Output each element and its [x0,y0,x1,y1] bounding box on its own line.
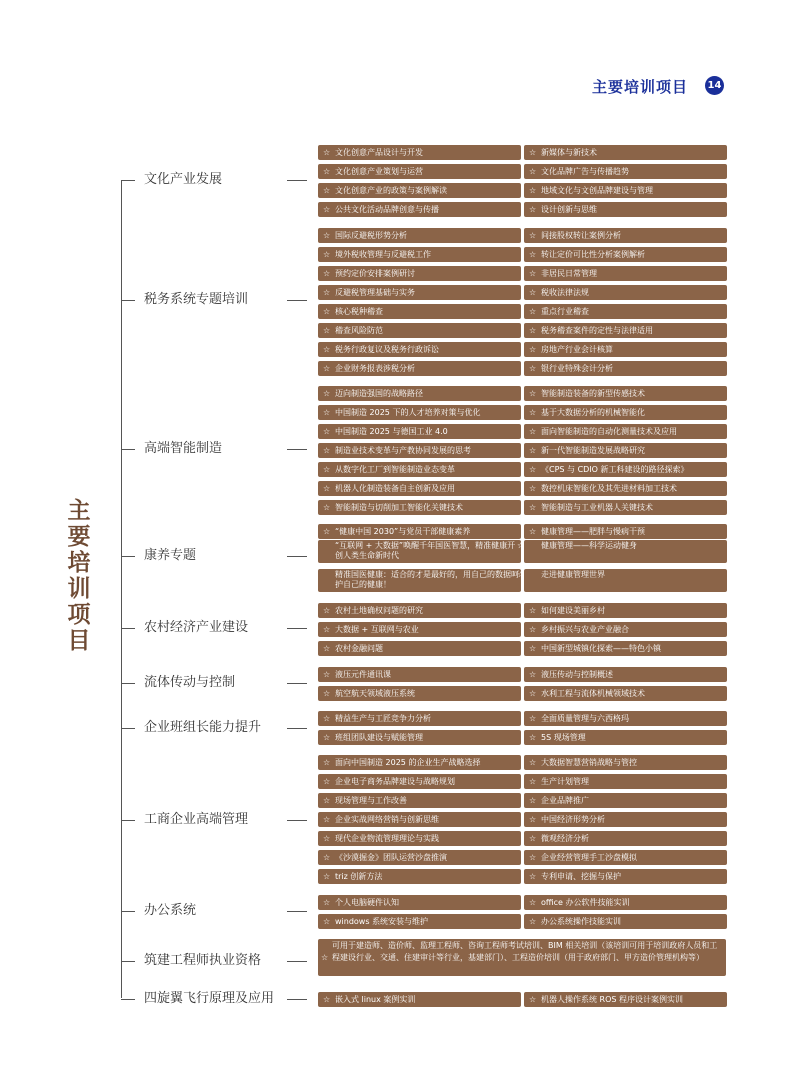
star-icon: ☆ [529,345,537,354]
star-icon: ☆ [321,953,329,962]
training-item-text: 公共文化活动品牌创意与传播 [335,205,439,214]
star-icon: ☆ [323,345,331,354]
training-item [524,686,727,701]
training-item-text: 农村土地确权问题的研究 [335,606,423,615]
training-item [318,481,521,496]
category-branch-line [121,300,135,301]
training-item [524,812,727,827]
star-icon: ☆ [529,796,537,805]
training-item-text: 文化创意产业的政策与案例解读 [335,186,447,195]
training-item [524,443,727,458]
star-icon: ☆ [529,389,537,398]
star-icon: ☆ [529,898,537,907]
training-item-text: 企业实战网络营销与创新思维 [335,815,439,824]
star-icon: ☆ [323,733,331,742]
star-icon: ☆ [323,796,331,805]
training-item-text: 新媒体与新技术 [541,148,597,157]
training-item-text: 迈向制造强国的战略路径 [335,389,423,398]
training-item-text: 中国经济形势分析 [541,815,605,824]
star-icon: ☆ [323,670,331,679]
training-item [524,869,727,884]
training-item [524,228,727,243]
training-item [318,443,521,458]
star-icon: ☆ [529,446,537,455]
training-item-text: 5S 现场管理 [541,733,586,742]
training-item-text: 面向智能制造的自动化测量技术及应用 [541,427,677,436]
training-item [318,711,521,726]
star-icon: ☆ [323,606,331,615]
training-item [524,831,727,846]
category-branch-line [121,683,135,684]
star-icon: ☆ [529,408,537,417]
training-item [318,145,521,160]
star-icon: ☆ [311,541,319,550]
training-item-text: 企业品牌推广 [541,796,589,805]
category-branch-line [121,999,135,1000]
star-icon: ☆ [517,541,525,550]
star-icon: ☆ [529,205,537,214]
star-icon: ☆ [529,527,537,536]
star-icon: ☆ [529,288,537,297]
star-icon: ☆ [529,307,537,316]
training-item [318,228,521,243]
training-item-text: 大数据智慧营销战略与管控 [541,758,637,767]
star-icon: ☆ [529,670,537,679]
training-item [524,285,727,300]
training-item-text: 预约定价安排案例研讨 [335,269,415,278]
category-label: 文化产业发展 [144,172,223,187]
training-item [524,850,727,865]
star-icon: ☆ [323,326,331,335]
category-branch-line [121,961,135,962]
training-item-text: 新一代智能制造发展战略研究 [541,446,645,455]
training-item [524,342,727,357]
star-icon: ☆ [323,917,331,926]
training-item-text: 境外税收管理与反避税工作 [335,250,431,259]
training-item-text: 稽查风险防范 [335,326,383,335]
training-item-text: 从数字化工厂到智能制造业态变革 [335,465,455,474]
category-label: 办公系统 [144,903,197,918]
training-item-text: 税务行政复议及税务行政诉讼 [335,345,439,354]
category-connector-line [287,449,307,450]
training-item-text: 乡村振兴与农业产业融合 [541,625,629,634]
training-item-text: 数控机床智能化及其先进材料加工技术 [541,484,677,493]
star-icon: ☆ [323,777,331,786]
training-item-text: 健康管理——科学运动健身 [541,541,637,550]
star-icon: ☆ [529,269,537,278]
training-item [524,405,727,420]
training-item-text: 如何建设美丽乡村 [541,606,605,615]
training-item-text: “互联网 + 大数据”唤醒千年国医智慧，精准健康开创人类生命新时代 [335,541,516,560]
training-item-text: 大数据 + 互联网与农业 [335,625,419,634]
training-item [524,386,727,401]
training-item-text: 办公系统操作技能实训 [541,917,621,926]
star-icon: ☆ [323,269,331,278]
star-icon: ☆ [529,834,537,843]
training-item [318,424,521,439]
star-icon: ☆ [323,625,331,634]
training-item [524,992,727,1007]
training-item-text: 嵌入式 linux 案例实训 [335,995,416,1004]
category-label: 农村经济产业建设 [144,620,249,635]
training-item-text: windows 系统安装与维护 [335,917,429,926]
training-item-text: 可用于建造师、造价师、监理工程师、咨询工程师考试培训、BIM 相关培训（该培训可用于培训政府人员和工程建设行业、交通、住建审计等行业，基建部门）、工程造价培训（用于政府部门、甲方造价管理机构等） [332,941,718,962]
category-connector-line [287,911,307,912]
star-icon: ☆ [529,689,537,698]
star-icon: ☆ [323,446,331,455]
training-item-text: 设计创新与思维 [541,205,597,214]
training-item-text: 税收法律法规 [541,288,589,297]
category-connector-line [287,300,307,301]
star-icon: ☆ [529,326,537,335]
star-icon: ☆ [529,733,537,742]
training-item-text: 文化创意产业策划与运营 [335,167,423,176]
training-item-text: 房地产行业会计核算 [541,345,613,354]
training-item [524,895,727,910]
training-item [524,266,727,281]
star-icon: ☆ [529,148,537,157]
training-item [318,183,521,198]
training-item [318,247,521,262]
training-item [318,164,521,179]
training-item [524,524,727,539]
training-item [318,939,726,976]
star-icon: ☆ [529,853,537,862]
tree-trunk-line [121,180,122,998]
training-item [318,462,521,477]
star-icon: ☆ [323,995,331,1004]
training-item-text: 核心税种稽查 [335,307,383,316]
training-item [318,603,521,618]
training-item [318,992,521,1007]
star-icon: ☆ [323,689,331,698]
category-connector-line [287,728,307,729]
page-header-title: 主要培训项目 [592,78,689,96]
star-icon: ☆ [517,570,525,579]
category-label: 工商企业高端管理 [144,812,249,827]
training-item-text: 全面质量管理与六西格玛 [541,714,629,723]
training-item-text: triz 创新方法 [335,872,383,881]
page-number-badge: 14 [705,76,724,95]
training-item [524,711,727,726]
training-item [524,481,727,496]
star-icon: ☆ [323,527,331,536]
star-icon: ☆ [529,606,537,615]
star-icon: ☆ [323,167,331,176]
star-icon: ☆ [323,205,331,214]
star-icon: ☆ [529,427,537,436]
star-icon: ☆ [529,917,537,926]
training-item [524,755,727,770]
training-item [318,730,521,745]
category-connector-line [287,820,307,821]
category-connector-line [287,628,307,629]
category-connector-line [287,961,307,962]
training-item-text: 现代企业物流管理理论与实践 [335,834,439,843]
training-item [524,914,727,929]
category-connector-line [287,180,307,181]
training-item [318,386,521,401]
training-item [524,730,727,745]
training-item [318,667,521,682]
training-item-text: 走进健康管理世界 [541,570,605,579]
training-item-text: 基于大数据分析的机械智能化 [541,408,645,417]
star-icon: ☆ [323,148,331,157]
star-icon: ☆ [529,465,537,474]
star-icon: ☆ [311,570,319,579]
training-item-text: 中国制造 2025 与德国工业 4.0 [335,427,448,436]
category-connector-line [287,556,307,557]
training-item [311,569,521,592]
star-icon: ☆ [323,465,331,474]
star-icon: ☆ [323,250,331,259]
star-icon: ☆ [323,644,331,653]
training-item [318,622,521,637]
training-item-text: 企业经营管理手工沙盘模拟 [541,853,637,862]
training-item [318,755,521,770]
star-icon: ☆ [529,777,537,786]
category-branch-line [121,180,135,181]
training-item-text: 企业财务报表涉税分析 [335,364,415,373]
star-icon: ☆ [529,503,537,512]
star-icon: ☆ [323,872,331,881]
training-item [318,686,521,701]
training-item-text: 企业电子商务品牌建设与战略规划 [335,777,455,786]
training-item-text: 非居民日常管理 [541,269,597,278]
star-icon: ☆ [323,714,331,723]
training-item [318,641,521,656]
category-label: 四旋翼飞行原理及应用 [144,991,275,1006]
star-icon: ☆ [323,898,331,907]
training-item [524,622,727,637]
training-item-text: 文化品牌广告与传播趋势 [541,167,629,176]
star-icon: ☆ [529,815,537,824]
training-item [524,500,727,515]
star-icon: ☆ [323,288,331,297]
training-item-text: 专利申请、挖掘与保护 [541,872,621,881]
training-item-text: 银行业特殊会计分析 [541,364,613,373]
training-item [318,304,521,319]
training-item [524,424,727,439]
training-item-text: 微观经济分析 [541,834,589,843]
star-icon: ☆ [323,758,331,767]
star-icon: ☆ [529,625,537,634]
training-item-text: 个人电脑硬件认知 [335,898,399,907]
training-item [524,164,727,179]
star-icon: ☆ [529,644,537,653]
training-item-text: 液压传动与控制概述 [541,670,613,679]
vertical-side-title: 主要培训项目 [67,498,91,654]
category-label: 康养专题 [144,548,197,563]
category-branch-line [121,911,135,912]
training-item-text: 文化创意产品设计与开发 [335,148,423,157]
training-item [524,304,727,319]
training-item [318,342,521,357]
category-label: 流体传动与控制 [144,675,236,690]
star-icon: ☆ [323,853,331,862]
training-item [318,202,521,217]
training-item [524,145,727,160]
training-item [318,850,521,865]
category-label: 企业班组长能力提升 [144,720,262,735]
training-item [524,774,727,789]
training-item [318,285,521,300]
star-icon: ☆ [529,758,537,767]
training-item [318,500,521,515]
training-item [517,569,727,592]
training-item [311,540,521,563]
training-item-text: 现场管理与工作改善 [335,796,407,805]
training-item [318,831,521,846]
star-icon: ☆ [529,167,537,176]
training-item [318,361,521,376]
training-item [524,323,727,338]
star-icon: ☆ [529,186,537,195]
category-label: 筑建工程师执业资格 [144,953,262,968]
star-icon: ☆ [323,427,331,436]
training-item [318,405,521,420]
training-item [524,793,727,808]
training-item-text: 中国新型城镇化探索——特色小镇 [541,644,661,653]
category-branch-line [121,628,135,629]
training-item-text: 智能制造与工业机器人关键技术 [541,503,653,512]
star-icon: ☆ [323,186,331,195]
category-label: 税务系统专题培训 [144,292,249,307]
star-icon: ☆ [323,231,331,240]
star-icon: ☆ [323,389,331,398]
star-icon: ☆ [323,408,331,417]
star-icon: ☆ [323,834,331,843]
star-icon: ☆ [529,484,537,493]
category-connector-line [287,683,307,684]
star-icon: ☆ [529,364,537,373]
training-item-text: “健康中国 2030”与党员干部健康素养 [335,527,471,536]
training-item [318,812,521,827]
category-branch-line [121,728,135,729]
star-icon: ☆ [529,714,537,723]
category-connector-line [287,999,307,1000]
training-item [524,641,727,656]
star-icon: ☆ [529,231,537,240]
training-item-text: 航空航天领域液压系统 [335,689,415,698]
training-item-text: 液压元件通讯课 [335,670,391,679]
training-item [517,540,727,563]
training-item-text: office 办公软件技能实训 [541,898,630,907]
training-item [318,895,521,910]
training-item-text: 转让定价可比性分析案例解析 [541,250,645,259]
training-item-text: 智能制造与切削加工智能化关键技术 [335,503,463,512]
training-item [524,667,727,682]
star-icon: ☆ [529,250,537,259]
star-icon: ☆ [323,364,331,373]
training-item-text: 农村金融问题 [335,644,383,653]
training-item [318,524,521,539]
star-icon: ☆ [323,503,331,512]
training-item-text: 《沙漠掘金》团队运营沙盘推演 [335,853,447,862]
training-item-text: 生产计划管理 [541,777,589,786]
star-icon: ☆ [323,815,331,824]
training-item [524,202,727,217]
training-item-text: 制造业技术变革与产教协同发展的思考 [335,446,471,455]
training-item-text: 机器人化制造装备自主创新及应用 [335,484,455,493]
training-item-text: 精准国医健康：适合的才是最好的，用自己的数据呵护自己的健康！ [335,570,519,589]
training-item [524,462,727,477]
training-item-text: 间接股权转让案例分析 [541,231,621,240]
category-branch-line [121,820,135,821]
training-item-text: 精益生产与工匠竞争力分析 [335,714,431,723]
star-icon: ☆ [323,484,331,493]
training-item-text: 税务稽查案件的定性与法律适用 [541,326,653,335]
training-item [318,793,521,808]
category-branch-line [121,449,135,450]
training-item-text: 重点行业稽查 [541,307,589,316]
training-item-text: 班组团队建设与赋能管理 [335,733,423,742]
category-branch-line [121,556,135,557]
training-item [524,247,727,262]
training-item [318,914,521,929]
training-item [318,266,521,281]
training-item-text: 地域文化与文创品牌建设与管理 [541,186,653,195]
training-item-text: 健康管理——肥胖与慢病干预 [541,527,645,536]
training-item [318,774,521,789]
training-item-text: 《CPS 与 CDIO 新工科建设的路径探索》 [541,465,689,474]
training-item [524,361,727,376]
training-item [318,323,521,338]
star-icon: ☆ [323,307,331,316]
training-item [524,183,727,198]
training-item-text: 机器人操作系统 ROS 程序设计案例实训 [541,995,684,1004]
training-item [524,603,727,618]
star-icon: ☆ [529,995,537,1004]
star-icon: ☆ [529,872,537,881]
training-item-text: 水利工程与流体机械领域技术 [541,689,645,698]
training-item-text: 面向中国制造 2025 的企业生产战略选择 [335,758,481,767]
category-label: 高端智能制造 [144,441,223,456]
training-item-text: 国际反避税形势分析 [335,231,407,240]
training-item-text: 反避税管理基础与实务 [335,288,415,297]
training-item-text: 中国制造 2025 下的人才培养对策与优化 [335,408,481,417]
training-item [318,869,521,884]
training-item-text: 智能制造装备的新型传感技术 [541,389,645,398]
